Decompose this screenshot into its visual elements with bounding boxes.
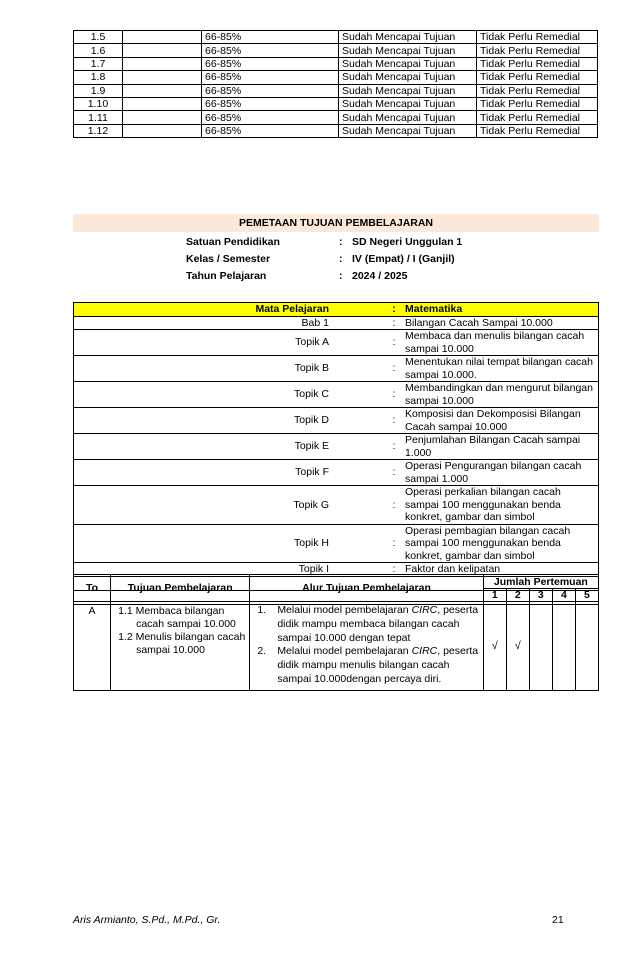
info-label: Kelas / Semester bbox=[186, 253, 271, 265]
tp-table-head bbox=[74, 575, 599, 602]
tp-flow-item bbox=[253, 604, 479, 645]
remedial-blank-cell bbox=[123, 71, 202, 84]
header-week: 5 bbox=[575, 589, 598, 602]
footer-author: Aris Armianto, S.Pd., M.Pd., Gr. bbox=[73, 914, 221, 926]
remedial-blank-cell bbox=[123, 31, 202, 44]
remedial-blank-cell bbox=[123, 57, 202, 70]
remedial-row bbox=[74, 124, 598, 137]
info-label: Tahun Pelajaran bbox=[186, 270, 267, 282]
remedial-blank-cell bbox=[123, 97, 202, 110]
topic-value: Penjumlahan Bilangan Cacah sampai 1.000 bbox=[403, 434, 599, 460]
info-label: Satuan Pendidikan bbox=[186, 236, 280, 248]
tp-flow-number: 1. bbox=[257, 604, 267, 616]
remedial-row bbox=[74, 84, 598, 97]
tp-header-row bbox=[74, 575, 599, 589]
tp-week-check: √ bbox=[483, 602, 506, 691]
remedial-action: Tidak Perlu Remedial bbox=[477, 84, 598, 97]
topic-label: Topik G bbox=[74, 486, 386, 525]
remedial-blank-cell bbox=[123, 124, 202, 137]
header-alur: Alur Tujuan Pembelajaran bbox=[250, 575, 483, 602]
subject-separator: : bbox=[385, 303, 403, 317]
remedial-action: Tidak Perlu Remedial bbox=[477, 44, 598, 57]
topics-table bbox=[73, 302, 599, 605]
tp-table bbox=[73, 574, 599, 691]
topic-label: Topik D bbox=[74, 408, 386, 434]
header-week: 2 bbox=[506, 589, 529, 602]
remedial-row bbox=[74, 44, 598, 57]
topic-label: Topik C bbox=[74, 382, 386, 408]
remedial-range: 66-85% bbox=[202, 44, 339, 57]
header-to: To bbox=[74, 575, 111, 602]
remedial-blank-cell bbox=[123, 84, 202, 97]
remedial-action: Tidak Perlu Remedial bbox=[477, 31, 598, 44]
remedial-row bbox=[74, 111, 598, 124]
remedial-range: 66-85% bbox=[202, 124, 339, 137]
remedial-status: Sudah Mencapai Tujuan bbox=[339, 71, 477, 84]
info-value: 2024 / 2025 bbox=[352, 270, 408, 282]
topic-label: Topik E bbox=[74, 434, 386, 460]
tp-flow-text: Melalui model pembelajaran bbox=[277, 645, 412, 658]
remedial-range: 66-85% bbox=[202, 111, 339, 124]
tp-week-check bbox=[529, 602, 552, 691]
tp-code: A bbox=[74, 602, 111, 691]
header-week: 1 bbox=[483, 589, 506, 602]
remedial-range: 66-85% bbox=[202, 71, 339, 84]
remedial-row bbox=[74, 71, 598, 84]
topic-value: Faktor dan kelipatan bbox=[403, 563, 599, 577]
remedial-row bbox=[74, 57, 598, 70]
topic-value: Operasi perkalian bilangan cacah sampai 100 menggunakan benda konkret, gambar dan simbol bbox=[403, 486, 599, 525]
tp-goal-item: 1.1 Membaca bilangan cacah sampai 10.000 bbox=[118, 605, 236, 630]
topic-separator: : bbox=[385, 460, 403, 486]
tp-flow-model: CIRC bbox=[411, 645, 438, 658]
remedial-number: 1.6 bbox=[74, 44, 123, 57]
tp-flow bbox=[250, 602, 483, 691]
info-separator: : bbox=[339, 236, 343, 248]
info-row-kelas bbox=[186, 250, 606, 268]
tp-goal-list bbox=[114, 605, 246, 657]
topic-separator: : bbox=[385, 434, 403, 460]
remedial-range: 66-85% bbox=[202, 84, 339, 97]
topic-label: Topik F bbox=[74, 460, 386, 486]
subject-value: Matematika bbox=[403, 303, 599, 317]
topic-label: Topik A bbox=[74, 330, 386, 356]
remedial-blank-cell bbox=[123, 111, 202, 124]
topic-row bbox=[74, 434, 599, 460]
info-separator: : bbox=[339, 270, 343, 282]
topic-separator: : bbox=[385, 382, 403, 408]
remedial-status: Sudah Mencapai Tujuan bbox=[339, 111, 477, 124]
tp-week-check: √ bbox=[506, 602, 529, 691]
info-value: SD Negeri Unggulan 1 bbox=[352, 236, 463, 248]
remedial-status: Sudah Mencapai Tujuan bbox=[339, 124, 477, 137]
topic-separator: : bbox=[385, 316, 403, 330]
info-value: IV (Empat) / I (Ganjil) bbox=[352, 253, 455, 265]
remedial-number: 1.11 bbox=[74, 111, 123, 124]
topic-value: Operasi pembagian bilangan cacah sampai 100 menggunakan benda konkret, gambar dan simbol bbox=[403, 524, 599, 563]
remedial-row bbox=[74, 97, 598, 110]
topic-value: Membandingkan dan mengurut bilangan sampai 10.000 bbox=[403, 382, 599, 408]
topic-row bbox=[74, 408, 599, 434]
topic-separator: : bbox=[385, 356, 403, 382]
topic-separator: : bbox=[385, 563, 403, 577]
remedial-number: 1.9 bbox=[74, 84, 123, 97]
subject-row bbox=[74, 303, 599, 317]
tp-flow-item bbox=[253, 645, 479, 686]
topics-table-body bbox=[74, 303, 599, 605]
info-row-satuan bbox=[186, 233, 606, 251]
remedial-range: 66-85% bbox=[202, 57, 339, 70]
header-week: 4 bbox=[552, 589, 575, 602]
remedial-status: Sudah Mencapai Tujuan bbox=[339, 97, 477, 110]
tp-goal-item: 1.2 Menulis bilangan cacah sampai 10.000 bbox=[118, 631, 246, 656]
topic-value: Menentukan nilai tempat bilangan cacah sampai 10.000. bbox=[403, 356, 599, 382]
tp-flow-text-rest: , peserta didik mampu menulis bilangan cacah sampai 10.000dengan percaya diri. bbox=[277, 645, 479, 685]
topic-separator: : bbox=[385, 524, 403, 563]
topic-row bbox=[74, 330, 599, 356]
topic-separator: : bbox=[385, 408, 403, 434]
remedial-action: Tidak Perlu Remedial bbox=[477, 111, 598, 124]
remedial-status: Sudah Mencapai Tujuan bbox=[339, 84, 477, 97]
remedial-number: 1.10 bbox=[74, 97, 123, 110]
topic-label: Topik H bbox=[74, 524, 386, 563]
topic-value: Operasi Pengurangan bilangan cacah sampai 1.000 bbox=[403, 460, 599, 486]
topic-separator: : bbox=[385, 330, 403, 356]
remedial-action: Tidak Perlu Remedial bbox=[477, 97, 598, 110]
tp-flow-text: Melalui model pembelajaran bbox=[277, 604, 412, 616]
topic-label: Bab 1 bbox=[74, 316, 386, 330]
remedial-range: 66-85% bbox=[202, 97, 339, 110]
tp-goals bbox=[111, 602, 250, 691]
tp-flow-text-rest: , peserta didik mampu membaca bilangan cacah sampai 10.000 dengan tepat bbox=[277, 604, 479, 644]
remedial-number: 1.8 bbox=[74, 71, 123, 84]
topic-label: Topik B bbox=[74, 356, 386, 382]
topic-row bbox=[74, 460, 599, 486]
topic-row bbox=[74, 382, 599, 408]
topic-value: Membaca dan menulis bilangan cacah sampai 10.000 bbox=[403, 330, 599, 356]
info-row-tahun bbox=[186, 267, 606, 285]
remedial-range: 66-85% bbox=[202, 31, 339, 44]
remedial-status: Sudah Mencapai Tujuan bbox=[339, 57, 477, 70]
remedial-number: 1.7 bbox=[74, 57, 123, 70]
remedial-row bbox=[74, 31, 598, 44]
tp-flow-number: 2. bbox=[257, 645, 267, 658]
remedial-action: Tidak Perlu Remedial bbox=[477, 124, 598, 137]
tp-flow-list bbox=[253, 604, 479, 687]
topic-row bbox=[74, 524, 599, 563]
page-heading: PEMETAAN TUJUAN PEMBELAJARAN bbox=[73, 214, 599, 232]
remedial-number: 1.5 bbox=[74, 31, 123, 44]
tp-week-check bbox=[575, 602, 598, 691]
header-jumlah: Jumlah Pertemuan bbox=[483, 575, 598, 589]
tp-flow-model: CIRC bbox=[411, 604, 438, 616]
header-tujuan: Tujuan Pembelajaran bbox=[111, 575, 250, 602]
topic-value: Bilangan Cacah Sampai 10.000 bbox=[403, 316, 599, 330]
header-week: 3 bbox=[529, 589, 552, 602]
topic-row bbox=[74, 316, 599, 330]
topic-label: Topik I bbox=[74, 563, 386, 577]
footer-page-number: 21 bbox=[552, 914, 564, 926]
topic-separator: : bbox=[385, 486, 403, 525]
tp-table-body bbox=[74, 602, 599, 691]
remedial-status: Sudah Mencapai Tujuan bbox=[339, 31, 477, 44]
remedial-number: 1.12 bbox=[74, 124, 123, 137]
remedial-table bbox=[73, 30, 598, 138]
remedial-table-body bbox=[74, 31, 598, 138]
tp-week-check bbox=[552, 602, 575, 691]
remedial-action: Tidak Perlu Remedial bbox=[477, 71, 598, 84]
info-separator: : bbox=[339, 253, 343, 265]
tp-row bbox=[74, 602, 599, 691]
topic-value: Komposisi dan Dekomposisi Bilangan Cacah sampai 10.000 bbox=[403, 408, 599, 434]
subject-label: Mata Pelajaran bbox=[74, 303, 386, 317]
remedial-blank-cell bbox=[123, 44, 202, 57]
remedial-action: Tidak Perlu Remedial bbox=[477, 57, 598, 70]
topic-row bbox=[74, 486, 599, 525]
remedial-status: Sudah Mencapai Tujuan bbox=[339, 44, 477, 57]
topic-row bbox=[74, 356, 599, 382]
